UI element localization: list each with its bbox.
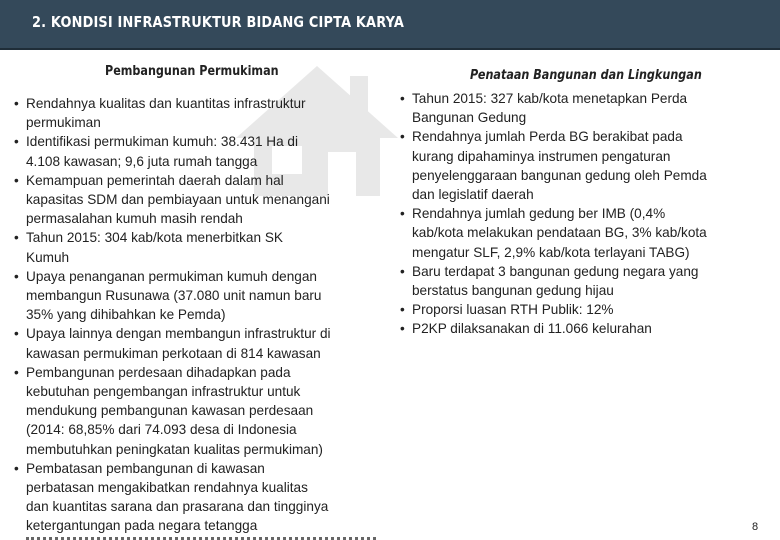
list-item: • Upaya penanganan permukiman kumuh dengan membangun Rusunawa (37.080 unit namun baru 35% yang dihibahkan ke Pemda) [12,267,390,325]
list-item: • Rendahnya jumlah Perda BG berakibat pada kurang dipahaminya instrumen pengaturan penyelenggaraan bangunan gedung oleh Pemda dan legislatif daerah [398,127,768,204]
header-bar [0,0,780,50]
list-item: • P2KP dilaksanakan di 11.066 kelurahan [398,319,768,338]
list-item: • Baru terdapat 3 bangunan gedung negara yang berstatus bangunan gedung hijau [398,262,768,300]
right-column-title: Penataan Bangunan dan Lingkungan [470,68,702,83]
list-item: • Upaya lainnya dengan membangun infrastruktur di kawasan permukiman perkotaan di 814 kawasan [12,324,390,362]
list-item: • Tahun 2015: 304 kab/kota menerbitkan SK Kumuh [12,228,390,266]
right-bullet-list [398,89,768,339]
left-bullet-list [12,94,390,536]
list-item: • Pembangunan perdesaan dihadapkan pada kebutuhan pengembangan infrastruktur untuk mendukung pembangunan kawasan perdesaan (2014: 68,85% dari 74.093 desa di Indonesia membutuhkan peningkatan kualitas permukiman) [12,363,390,459]
page-number: 8 [752,521,759,533]
list-item: • Rendahnya kualitas dan kuantitas infrastruktur permukiman [12,94,390,132]
list-item: • Rendahnya jumlah gedung ber IMB (0,4% kab/kota melakukan pendataan BG, 3% kab/kota mengatur SLF, 2,9% kab/kota terlayani TABG) [398,204,768,262]
list-item: • Identifikasi permukiman kumuh: 38.431 Ha di 4.108 kawasan; 9,6 juta rumah tangga [12,132,390,170]
list-item: • Tahun 2015: 327 kab/kota menetapkan Perda Bangunan Gedung [398,89,768,127]
page-title: 2. KONDISI INFRASTRUKTUR BIDANG CIPTA KARYA [32,13,405,31]
list-item: • Kemampuan pemerintah daerah dalam hal kapasitas SDM dan pembiayaan untuk menangani permasalahan kumuh masih rendah [12,171,390,229]
cut-off-text-line [26,532,376,540]
list-item: • Proporsi luasan RTH Publik: 12% [398,300,768,319]
list-item: • Pembatasan pembangunan di kawasan perbatasan mengakibatkan rendahnya kualitas dan kuantitas sarana dan prasarana dan tingginya ketergantungan pada negara tetangga [12,459,390,536]
left-column-title: Pembangunan Permukiman [105,64,279,79]
